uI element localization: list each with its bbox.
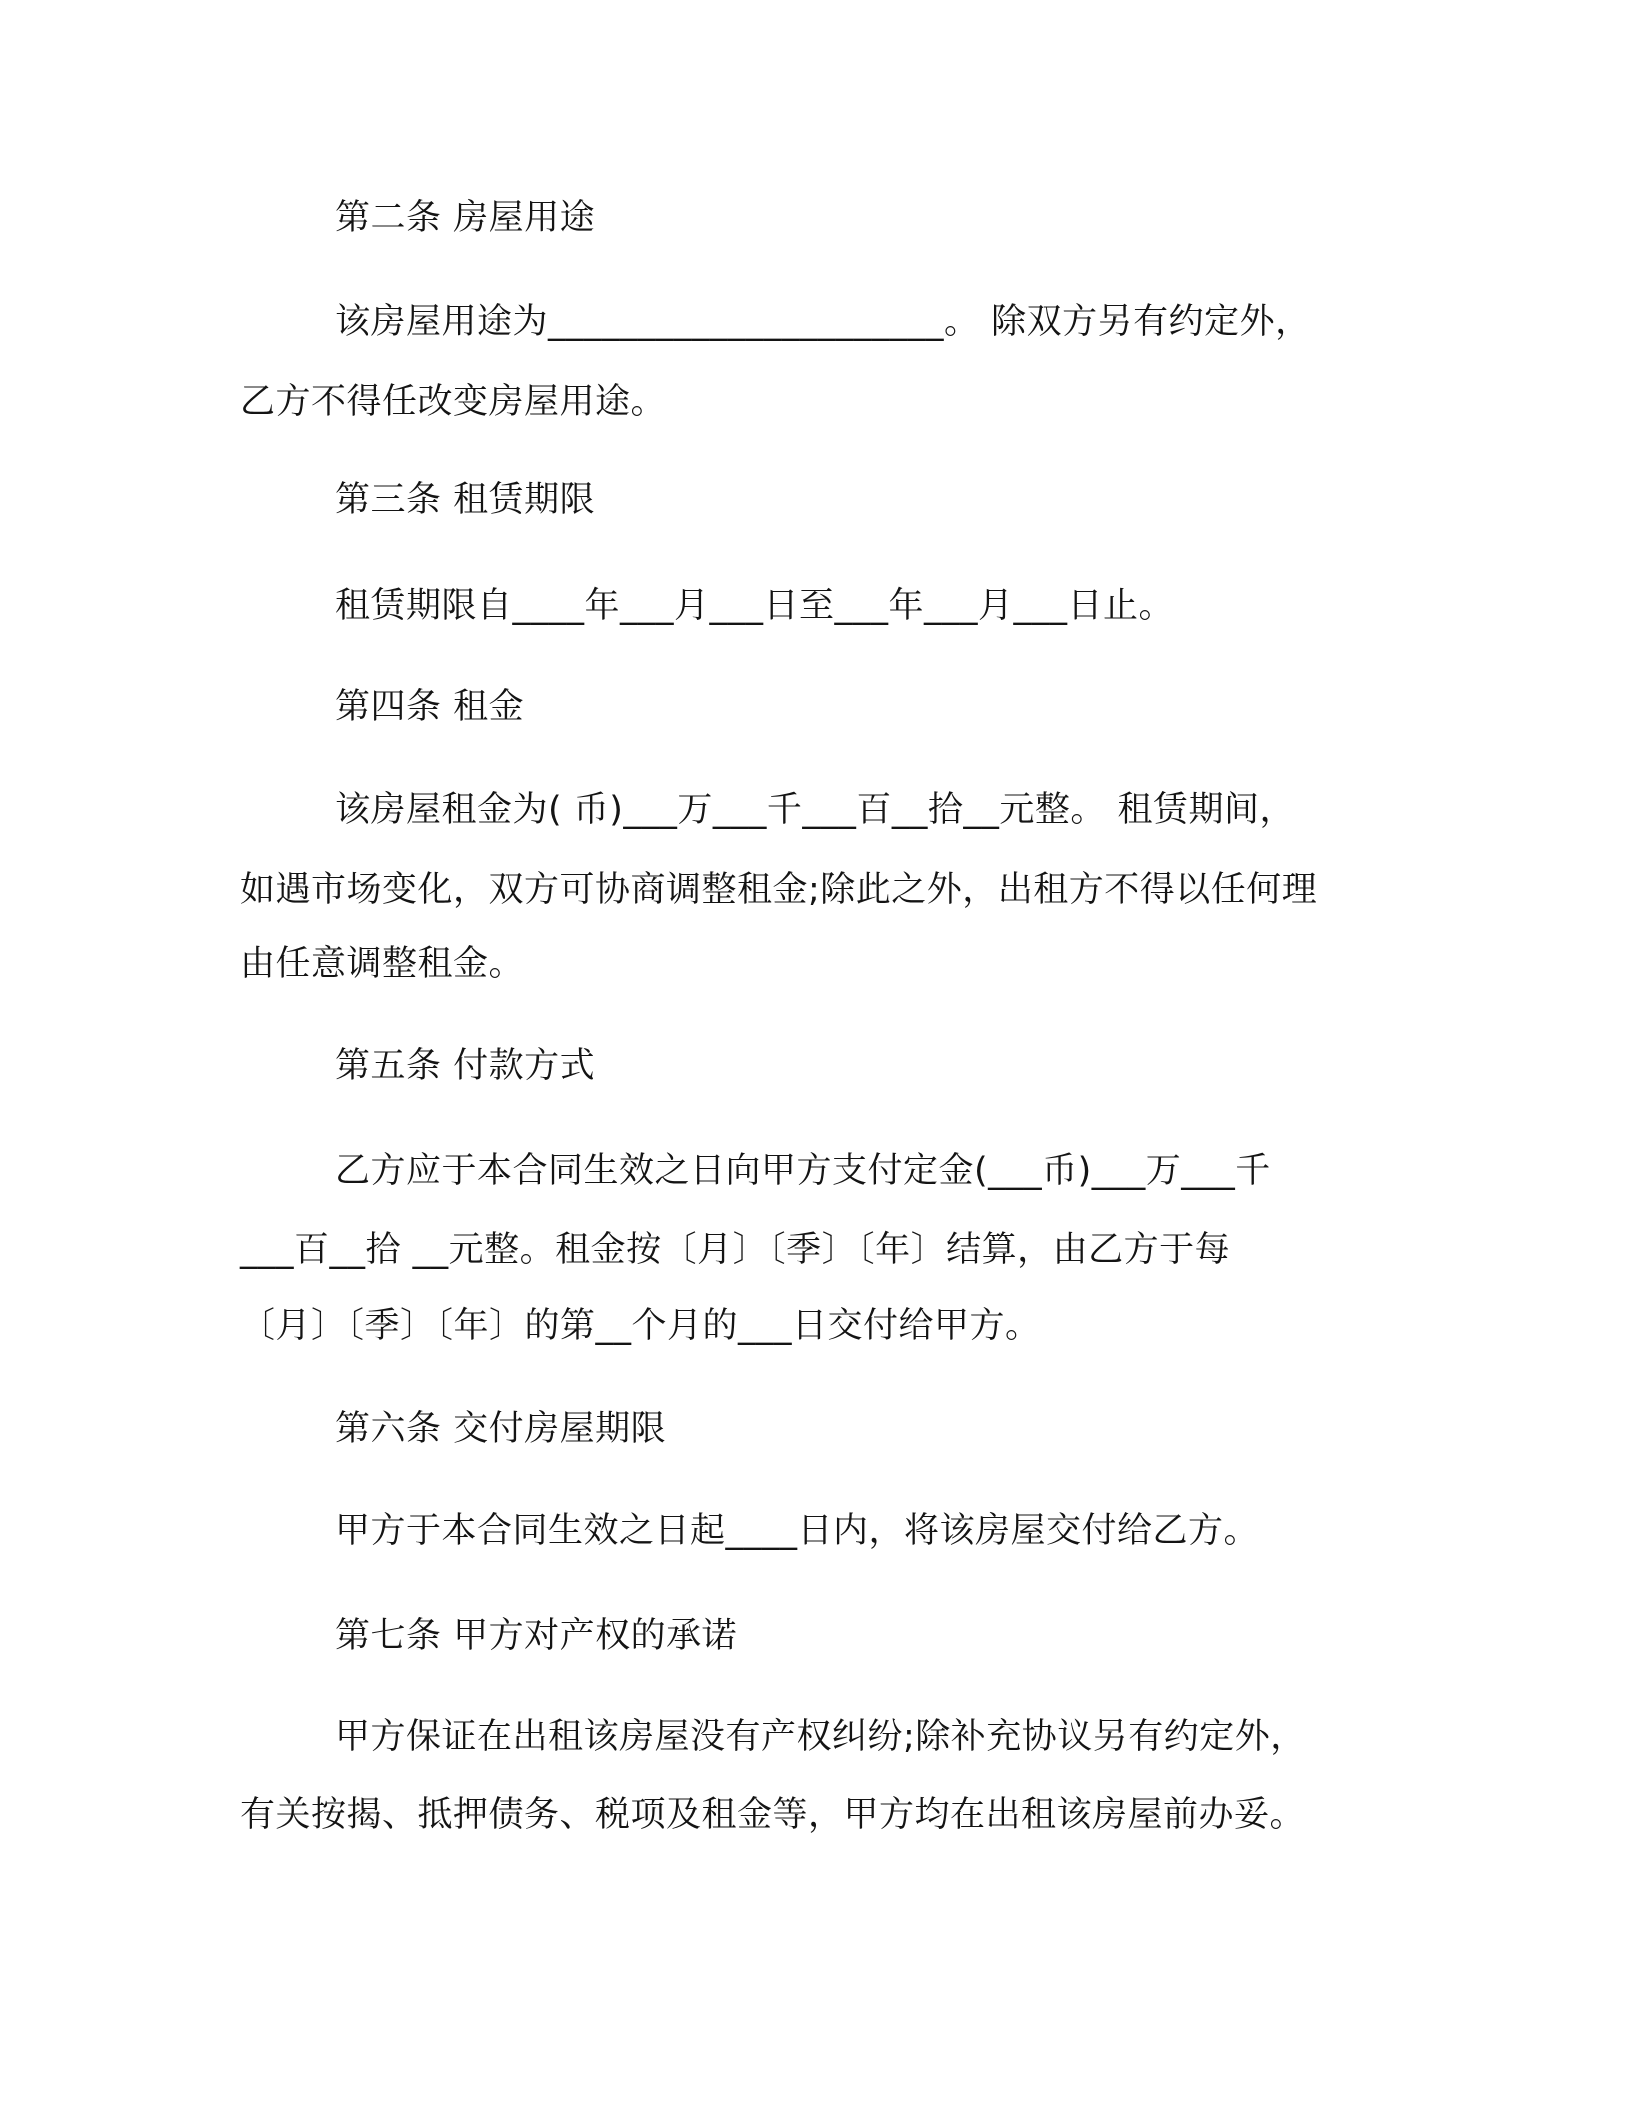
article-3-text-line-1: 租赁期限自____年___月___日至___年___月___日止。 xyxy=(335,586,1175,626)
article-6-heading: 第六条 交付房屋期限 xyxy=(335,1409,667,1449)
article-5-text-line-2: ___百__拾 __元整。租金按〔月〕〔季〕〔年〕结算，由乙方于每 xyxy=(240,1230,1231,1270)
article-4-text-line-1: 该房屋租金为( 币)___万___千___百__拾__元整。 租赁期间， xyxy=(335,790,1296,830)
article-4-text-line-3: 由任意调整租金。 xyxy=(240,944,525,984)
article-7-text-line-1: 甲方保证在出租该房屋没有产权纠纷;除补充协议另有约定外， xyxy=(335,1717,1306,1757)
article-7-text-line-2: 有关按揭、抵押债务、税项及租金等，甲方均在出租该房屋前办妥。 xyxy=(240,1795,1306,1835)
article-3-heading: 第三条 租赁期限 xyxy=(335,480,596,520)
article-7-heading: 第七条 甲方对产权的承诺 xyxy=(335,1616,738,1656)
article-4-text-line-2: 如遇市场变化，双方可协商调整租金;除此之外，出租方不得以任何理 xyxy=(240,870,1318,910)
article-2-heading: 第二条 房屋用途 xyxy=(335,198,596,238)
article-4-heading: 第四条 租金 xyxy=(335,687,525,727)
article-5-heading: 第五条 付款方式 xyxy=(335,1046,596,1086)
article-2-text-line-2: 乙方不得任改变房屋用途。 xyxy=(240,382,667,422)
article-5-text-line-3: 〔月〕〔季〕〔年〕的第__个月的___日交付给甲方。 xyxy=(240,1306,1041,1346)
article-5-text-line-1: 乙方应于本合同生效之日向甲方支付定金(___币)___万___千 xyxy=(335,1151,1271,1191)
article-6-text-line-1: 甲方于本合同生效之日起____日内，将该房屋交付给乙方。 xyxy=(335,1511,1260,1551)
article-2-text-line-1: 该房屋用途为______________________。 除双方另有约定外， xyxy=(335,302,1311,342)
